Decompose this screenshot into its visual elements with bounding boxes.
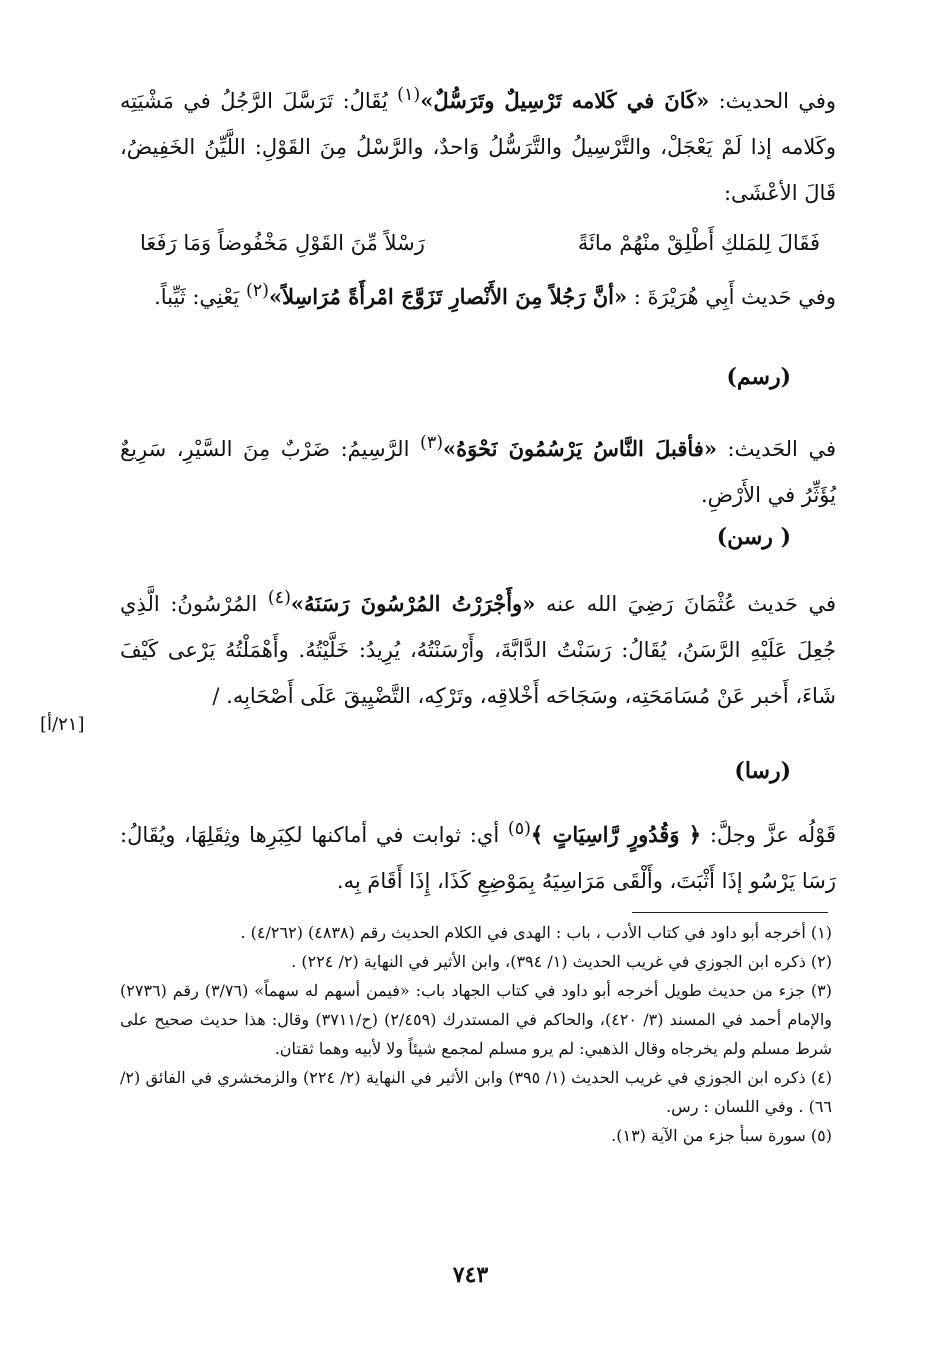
poem-verse	[140, 220, 820, 266]
footnote-ref: (٤)	[267, 588, 291, 608]
hadith-quote: «وأَجْرَرْتُ المُرْسُونَ رَسَنَهُ»	[290, 591, 536, 616]
paragraph-intro: قَوْلُه عزَّ وجلَّ:	[701, 823, 837, 847]
footnote-ref: (٣)	[419, 433, 444, 453]
hadith-quote: «كَانَ في كَلامه تَرْسِيلٌ وتَرَسُّلٌ»	[420, 88, 710, 113]
paragraph-murasil	[120, 268, 836, 320]
paragraph-text: أي: ثوابت في أماكنها لكِبَرِها وثِقَلِهَا، ويُقَالُ: رَسَا يَرْسُو إذَا أَثْبَتَ، وأَلْقَى مَرَاسِيَهُ بِمَوْضِعِ كَذَا، إِذَا أَقَامَ بِه.	[120, 823, 836, 893]
paragraph-intro: في حَديث عُثْمَانَ رَضِيَ الله عنه	[535, 592, 836, 616]
paragraph-intro: وفي حَديث أَبِي هُرَيْرَةَ :	[627, 285, 836, 309]
paragraph-text: يَعْنِي: ثَيِّباً.	[154, 285, 246, 309]
footnote-2: (٢) ذكره ابن الجوزي في غريب الحديث (١/ ٣٩٤)، وابن الأثير في النهاية (٢/ ٢٢٤) .	[291, 952, 832, 971]
footnote-3: (٣) جزء من حديث طويل أخرجه أبو داود في كتاب الجهاد باب: «فيمن أسهم له سهماً» (٣/٧٦) رقم (٢٧٣٦) والإمام أحمد في المسند (٣/ ٤٢٠)، والحاكم في المستدرك (٢/٤٥٩) (ح/٣٧١١) وقال: هذا حديث صحيح على شرط مسلم ولم يخرجاه وقال الذهبي: لم يرو مسلم لمجمع شيئاً ولا لأبيه وهما ثقتان.	[120, 981, 833, 1058]
section-heading-rasm: (رسم)	[726, 364, 791, 390]
footnote-4: (٤) ذكره ابن الجوزي في غريب الحديث (١/ ٣٩٥) وابن الأثير في النهاية (٢/ ٢٢٤) والزمخشري في الفائق (٢/ ٦٦) . وفي اللسان : رس.	[120, 1068, 832, 1116]
paragraph-intro: وفي الحديث:	[709, 89, 837, 113]
footnote-ref: (٥)	[507, 819, 531, 839]
hadith-quote: «فأقبلَ النَّاسُ يَرْسُمُونَ نَحْوَهُ»	[443, 436, 717, 461]
footnote-separator	[632, 912, 828, 913]
poem-first-hemistich: فَقَالَ لِلمَلكِ أَطْلِقْ منْهُمْ مائَةً	[577, 231, 820, 255]
footnote-ref: (١)	[397, 85, 421, 105]
paragraph-rasim	[120, 420, 836, 518]
footnote-5: (٥) سورة سبأ جزء من الآية (١٣).	[611, 1126, 832, 1145]
paragraph-intro: في الحَديث:	[716, 437, 836, 461]
footnote-ref: (٢)	[245, 281, 269, 301]
paragraph-tarsil	[120, 72, 836, 216]
paragraph-marsun	[120, 575, 836, 719]
hadith-quote: «أنَّ رَجُلاً مِنَ الأَنْصارِ تَزَوَّجَ امْرأَةً مُرَاسِلاً»	[269, 284, 628, 309]
section-heading-rasa: (رسا)	[734, 758, 791, 784]
footnote-1: (١) أخرجه أبو داود في كتاب الأدب ، باب : الهدى في الكلام الحديث رقم (٤٨٣٨) (٤/٢٦٢) .	[240, 923, 832, 942]
paragraph-text: المُرْسُونُ: الَّذِي جُعِلَ عَلَيْهِ الرَّسَنُ، يُقَالُ: رَسَنْتُ الدَّابَّةَ، وأَرْسَنْتُهُ، يُرِيدُ: خَلَّيْتُهُ. وأَهْمَلْتُهُ يَرْعى كَيْفَ شَاءَ، أَخبر عَنْ مُسَامَحَتِه، وسَجَاحَه أَخْلاقِه، وتَرْكِه، التَّضْيِيقَ عَلَى أَصْحَابِه. /	[120, 592, 836, 708]
page-number: ٧٤٣	[452, 1262, 489, 1288]
paragraph-rasiyat	[120, 806, 836, 904]
manuscript-folio-marker: [٢١/أ]	[40, 714, 85, 735]
poem-second-hemistich: رَسْلاً مِّنَ القَوْلِ مَخْفُوضاً وَمَا رَفَعَا	[140, 231, 425, 255]
section-heading-rasan: ( رسن)	[716, 524, 791, 550]
footnotes	[120, 918, 832, 1150]
quran-quote: ﴿ وَقُدُورٍ رَّاسِيَاتٍ ﴾	[530, 822, 702, 847]
paragraph-text: الرَّسِيمُ: ضَرْبٌ مِنَ السَّيْرِ، سَرِيعٌ يُؤَثِّرُ في الأَرْضِ.	[120, 437, 836, 507]
paragraph-text: يُقَالُ: تَرَسَّلَ الرَّجُلُ في مَشْيَتِه وكَلامه إذا لَمْ يَعْجَلْ، والتَّرْسِيلُ والتَّرَسُّلُ وَاحدٌ، والرَّسْلُ مِنَ القَوْلِ: اللَّيِّنُ الخَفِيضُ، قَالَ الأعْشَى:	[120, 89, 836, 205]
